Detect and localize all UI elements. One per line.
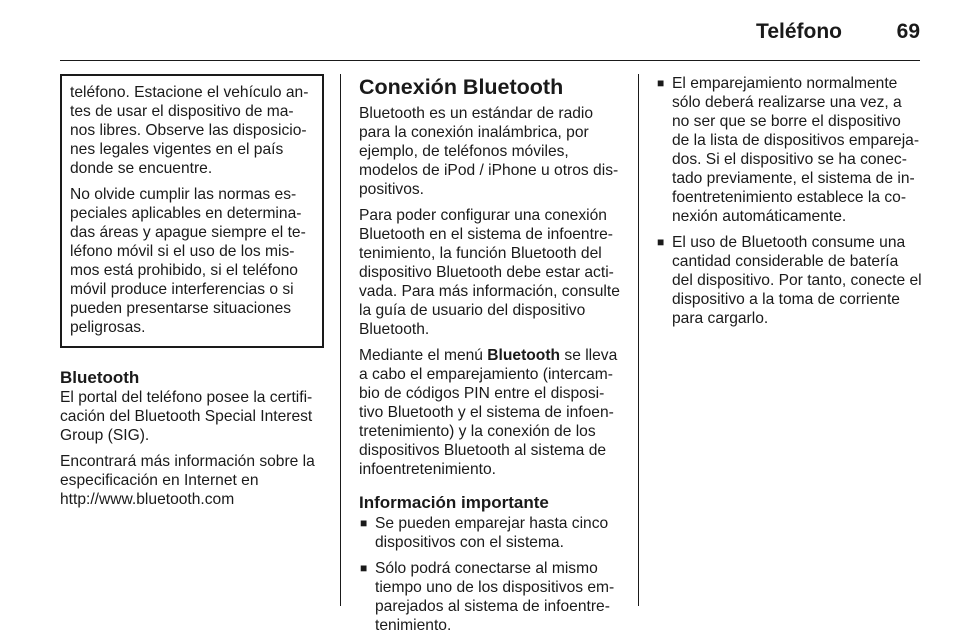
bullet-square-icon: ■ [360,561,368,575]
paragraph: Bluetooth es un estándar de radio para la conexión inalámbrica, por ejemplo, de teléfonos móviles, modelos de iPod / iPhone u otros dis-positivos. [359,105,619,198]
list-item-text: El uso de Bluetooth consume una cantidad considerable de batería del dispositivo. Por tanto, conecte el dispositivo a la toma de corriente para cargarlo. [672,234,922,327]
list-item [359,514,624,552]
bullet-square-icon: ■ [657,76,665,90]
column-3 [656,74,922,335]
paragraph: Para poder configurar una conexión Bluetooth en el sistema de infoentre-tenimiento, la función Bluetooth del dispositivo Bluetooth debe estar acti-vada. Para más información, consulte la guía de usuario del dispositivo Bluetooth. [359,207,620,338]
column-1 [60,74,324,509]
header-rule [60,60,920,61]
column-divider-2 [638,74,639,606]
paragraph: El portal del teléfono posee la certifi-cación del Bluetooth Special Interest Group (SIG). [60,389,313,444]
list-item [656,74,922,226]
list-item-text: Sólo podrá conectarse al mismo tiempo uno de los dispositivos em-parejados al sistema de infoentre-tenimiento. [375,560,615,634]
main-heading: Conexión Bluetooth [359,75,564,99]
warning-paragraph: No olvide cumplir las normas es-peciales aplicables en determina-das áreas y apague siempre el te-léfono móvil si el uso de los mis-mos está prohibido, si el teléfono móvil produce interferencias o si pueden presentarse situaciones peligrosas. [70,186,306,336]
bullet-square-icon: ■ [360,516,368,530]
paragraph [359,346,624,479]
column-2 [359,74,624,642]
list-item [359,559,624,635]
page-number: 69 [896,20,920,43]
bullet-square-icon: ■ [657,235,665,249]
list-item-text: Se pueden emparejar hasta cinco dispositivos con el sistema. [375,515,609,551]
warning-paragraph: teléfono. Estacione el vehículo an-tes de usar el dispositivo de ma-nos libres. Observe las disposicio-nes legales vigentes en el país donde se encuentre. [70,84,309,177]
column-divider-1 [340,74,341,606]
text-run: se lleva a cabo el emparejamiento (intercam-bio de códigos PIN entre el disposi-tivo Bluetooth y el sistema de infoen-tretenimiento) y la conexión de los dispositivos Bluetooth al sistema de infoentretenimiento. [359,347,618,478]
warning-box [60,74,324,348]
list-item-text: El emparejamiento normalmente sólo deberá realizarse una vez, a no ser que se borre el dispositivo de la lista de dispositivos empareja-dos. Si el dispositivo se ha conec-tado previamente, el sistema de in-foentretenimiento establece la co-nexión automáticamente. [672,75,920,225]
paragraph: Encontrará más información sobre la especificación en Internet en http://www.bluetooth.com [60,453,315,508]
text-run: Mediante el menú [359,347,488,364]
section-heading-bluetooth: Bluetooth [60,368,140,387]
page-title: Teléfono [756,20,842,43]
page-header [60,18,920,58]
menu-term-bluetooth: Bluetooth [487,347,561,364]
list-item [656,233,922,328]
sub-heading: Información importante [359,493,549,512]
